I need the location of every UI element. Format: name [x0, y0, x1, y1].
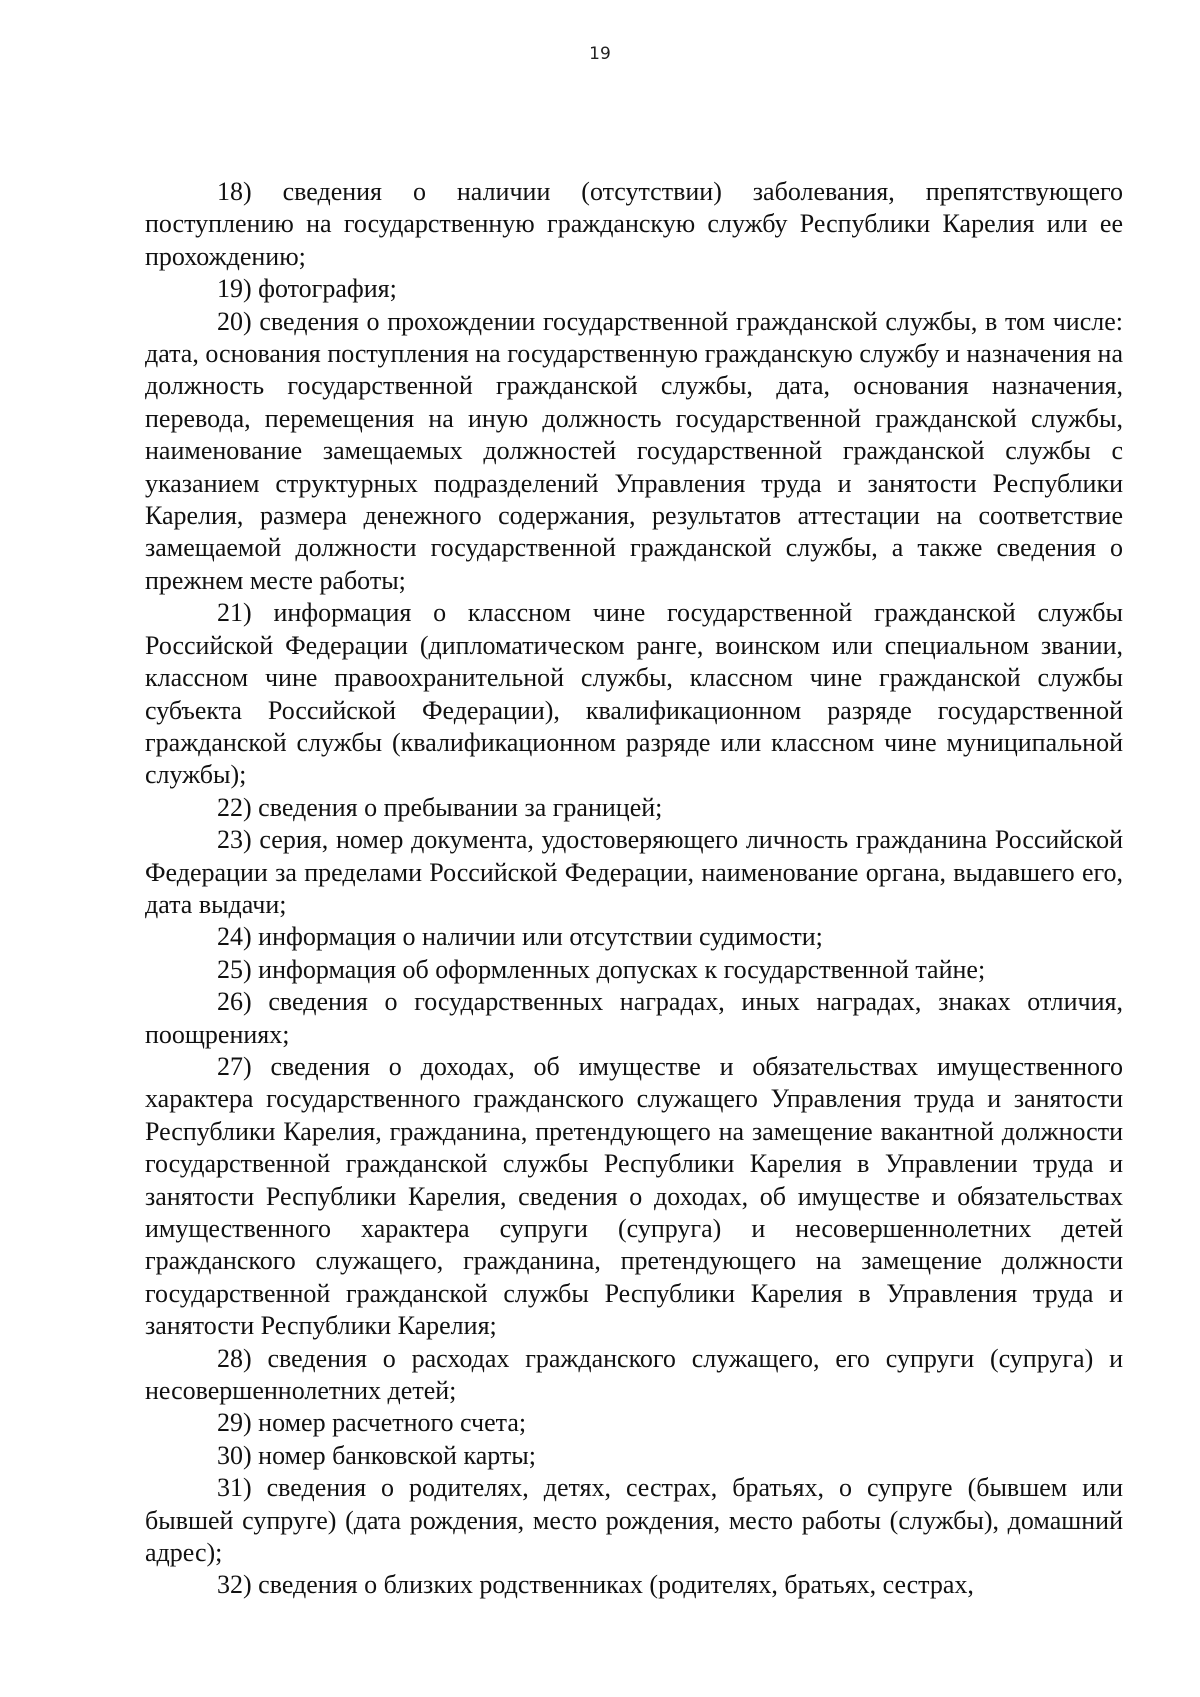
list-item-24: 24) информация о наличии или отсутствии судимости; — [217, 922, 823, 952]
list-item-28: 28) сведения о расходах гражданского служащего, его супруги (супруга) и несовершеннолетних детей; — [145, 1343, 1123, 1406]
list-item-19: 19) фотография; — [217, 274, 397, 304]
page-number: 19 — [589, 44, 611, 64]
list-item-21: 21) информация о классном чине государственной гражданской службы Российской Федерации (дипломатическом ранге, воинском или специальном звании, классном чине правоохранительной службы, классном чине гражданской службы субъекта Российской Федерации), квалификационном разряде государственной гражданской службы (квалификационном разряде или классном чине муниципальной службы); — [145, 598, 1123, 790]
list-item-22: 22) сведения о пребывании за границей; — [217, 792, 663, 822]
list-item-29: 29) номер расчетного счета; — [217, 1408, 527, 1438]
list-item-32: 32) сведения о близких родственниках (родителях, братьях, сестрах, — [217, 1570, 974, 1600]
document-body — [145, 176, 1123, 1602]
list-item-30: 30) номер банковской карты; — [217, 1440, 536, 1470]
list-item-23: 23) серия, номер документа, удостоверяющего личность гражданина Российской Федерации за пределами Российской Федерации, наименование органа, выдавшего его, дата выдачи; — [145, 825, 1123, 919]
list-item-25: 25) информация об оформленных допусках к государственной тайне; — [217, 954, 986, 984]
list-item-27: 27) сведения о доходах, об имуществе и обязательствах имущественного характера государственного гражданского служащего Управления труда и занятости Республики Карелия, гражданина, претендующего на замещение вакантной должности государственной гражданской службы Республики Карелия в Управлении труда и занятости Республики Карелия, сведения о доходах, об имуществе и обязательствах имущественного характера супруги (супруга) и несовершеннолетних детей гражданского служащего, гражданина, претендующего на замещение должности государственной гражданской службы Республики Карелия в Управления труда и занятости Республики Карелия; — [145, 1051, 1123, 1341]
list-item-26: 26) сведения о государственных наградах, иных наградах, знаках отличия, поощрениях; — [145, 987, 1123, 1049]
list-item-20: 20) сведения о прохождении государственной гражданской службы, в том числе: дата, основания поступления на государственную гражданскую службу и назначения на должность государственной гражданской службы, дата, основания назначения, перевода, перемещения на иную должность государственной гражданской службы, наименование замещаемых должностей государственной гражданской службы с указанием структурных подразделений Управления труда и занятости Республики Карелия, размера денежного содержания, результатов аттестации на соответствие замещаемой должности государственной гражданской службы, а также сведения о прежнем месте работы; — [145, 306, 1123, 595]
list-item-31: 31) сведения о родителях, детях, сестрах, братьях, о супруге (бывшем или бывшей супруге) (дата рождения, место рождения, место работы (службы), домашний адрес); — [145, 1473, 1123, 1568]
list-item-18: 18) сведения о наличии (отсутствии) заболевания, препятствующего поступлению на государственную гражданскую службу Республики Карелия или ее прохождению; — [145, 177, 1123, 271]
